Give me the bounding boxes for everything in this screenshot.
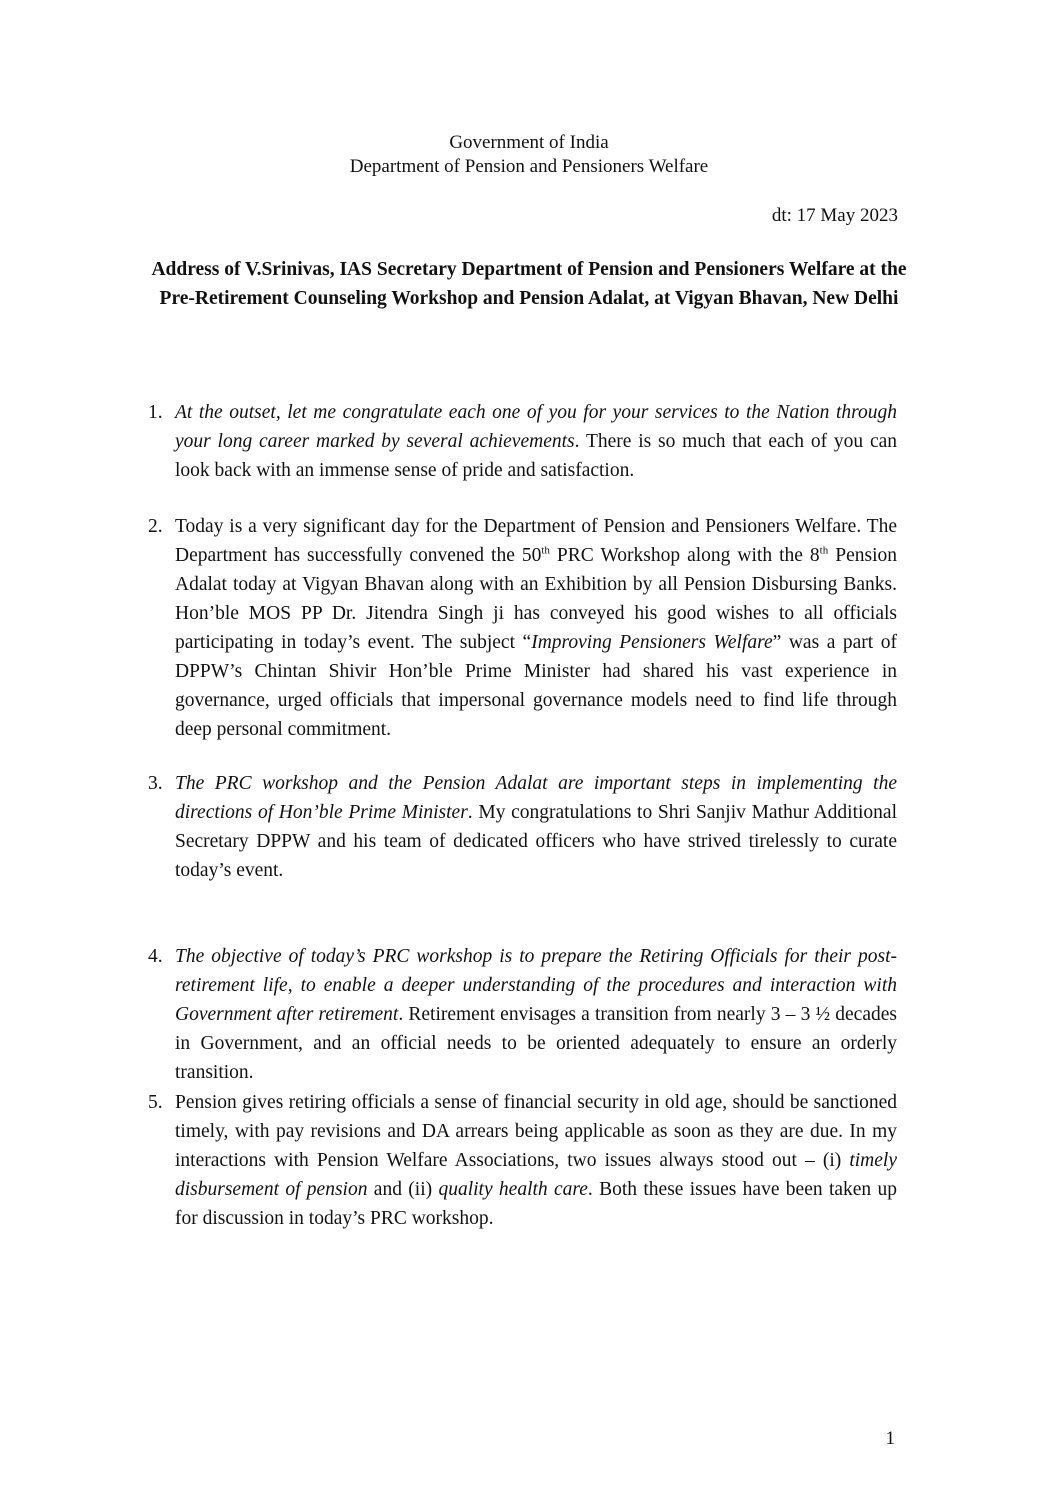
header-government: Government of India (449, 132, 609, 153)
italic-text: timely disbursement of pension (175, 1150, 897, 1200)
italic-text: quality health care (438, 1179, 588, 1200)
paragraph-5 (148, 1088, 897, 1233)
paragraph-number: 4. (148, 946, 163, 967)
text: . Retirement envisages a transition from nearly 3 – 3 ½ decades in Government, and an official needs to be oriented adequately to ensure an orderly transition. (175, 1004, 897, 1083)
paragraph-4 (148, 942, 897, 1087)
header-department: Department of Pension and Pensioners Welfare (349, 156, 709, 177)
paragraph-3 (148, 769, 897, 885)
text: PRC Workshop along with the 8 (549, 545, 820, 566)
text: ” was a part of DPPW’s Chintan Shivir Hon’ble Prime Minister had shared his vast experience in governance, urged officials that impersonal governance models need to find life through deep personal commitment. (175, 632, 897, 740)
italic-text: Improving Pensioners Welfare (531, 632, 773, 653)
italic-text: The objective of today’s PRC workshop is to prepare the Retiring Officials for their post-retirement life, to enable a deeper understanding of the procedures and interaction with Government after retirement (175, 946, 897, 1025)
paragraph-2 (148, 512, 897, 744)
text: Pension Adalat today at Vigyan Bhavan along with an Exhibition by all Pension Disbursing Banks. Hon’ble MOS PP Dr. Jitendra Singh ji has conveyed his good wishes to all officials participating in today’s event. The subject “ (175, 545, 897, 653)
document-title: Address of V.Srinivas, IAS Secretary Department of Pension and Pensioners Welfare at the Pre-Retirement Counseling Workshop and Pension Adalat, at Vigyan Bhavan, New Delhi (151, 259, 907, 309)
text: . My congratulations to Shri Sanjiv Mathur Additional Secretary DPPW and his team of dedicated officers who have strived tirelessly to curate today’s event. (175, 802, 897, 881)
text: . Both these issues have been taken up for discussion in today’s PRC workshop. (175, 1179, 897, 1229)
document-date: dt: 17 May 2023 (771, 205, 898, 226)
italic-text: The PRC workshop and the Pension Adalat are important steps in implementing the directions of Hon’ble Prime Minister (175, 773, 897, 823)
text: and (ii) (367, 1179, 439, 1200)
page-number: 1 (885, 1428, 895, 1449)
paragraph-number: 3. (148, 773, 163, 794)
paragraph-number: 2. (148, 516, 163, 537)
superscript: th (541, 544, 550, 557)
paragraph-number: 1. (148, 402, 163, 423)
italic-text: At the outset, let me congratulate each one of you for your services to the Nation through your long career marked by several achievements (175, 402, 897, 452)
text: Pension gives retiring officials a sense of financial security in old age, should be sanctioned timely, with pay revisions and DA arrears being applicable as soon as they are due. In my interactions with Pension Welfare Associations, two issues always stood out – (i) (175, 1092, 897, 1171)
superscript: th (819, 544, 829, 557)
text: Today is a very significant day for the Department of Pension and Pensioners Welfare. The Department has successfully convened the 50 (175, 516, 897, 566)
paragraph-1 (148, 398, 897, 485)
paragraph-number: 5. (148, 1092, 163, 1113)
text: . There is so much that each of you can look back with an immense sense of pride and satisfaction. (175, 431, 897, 481)
